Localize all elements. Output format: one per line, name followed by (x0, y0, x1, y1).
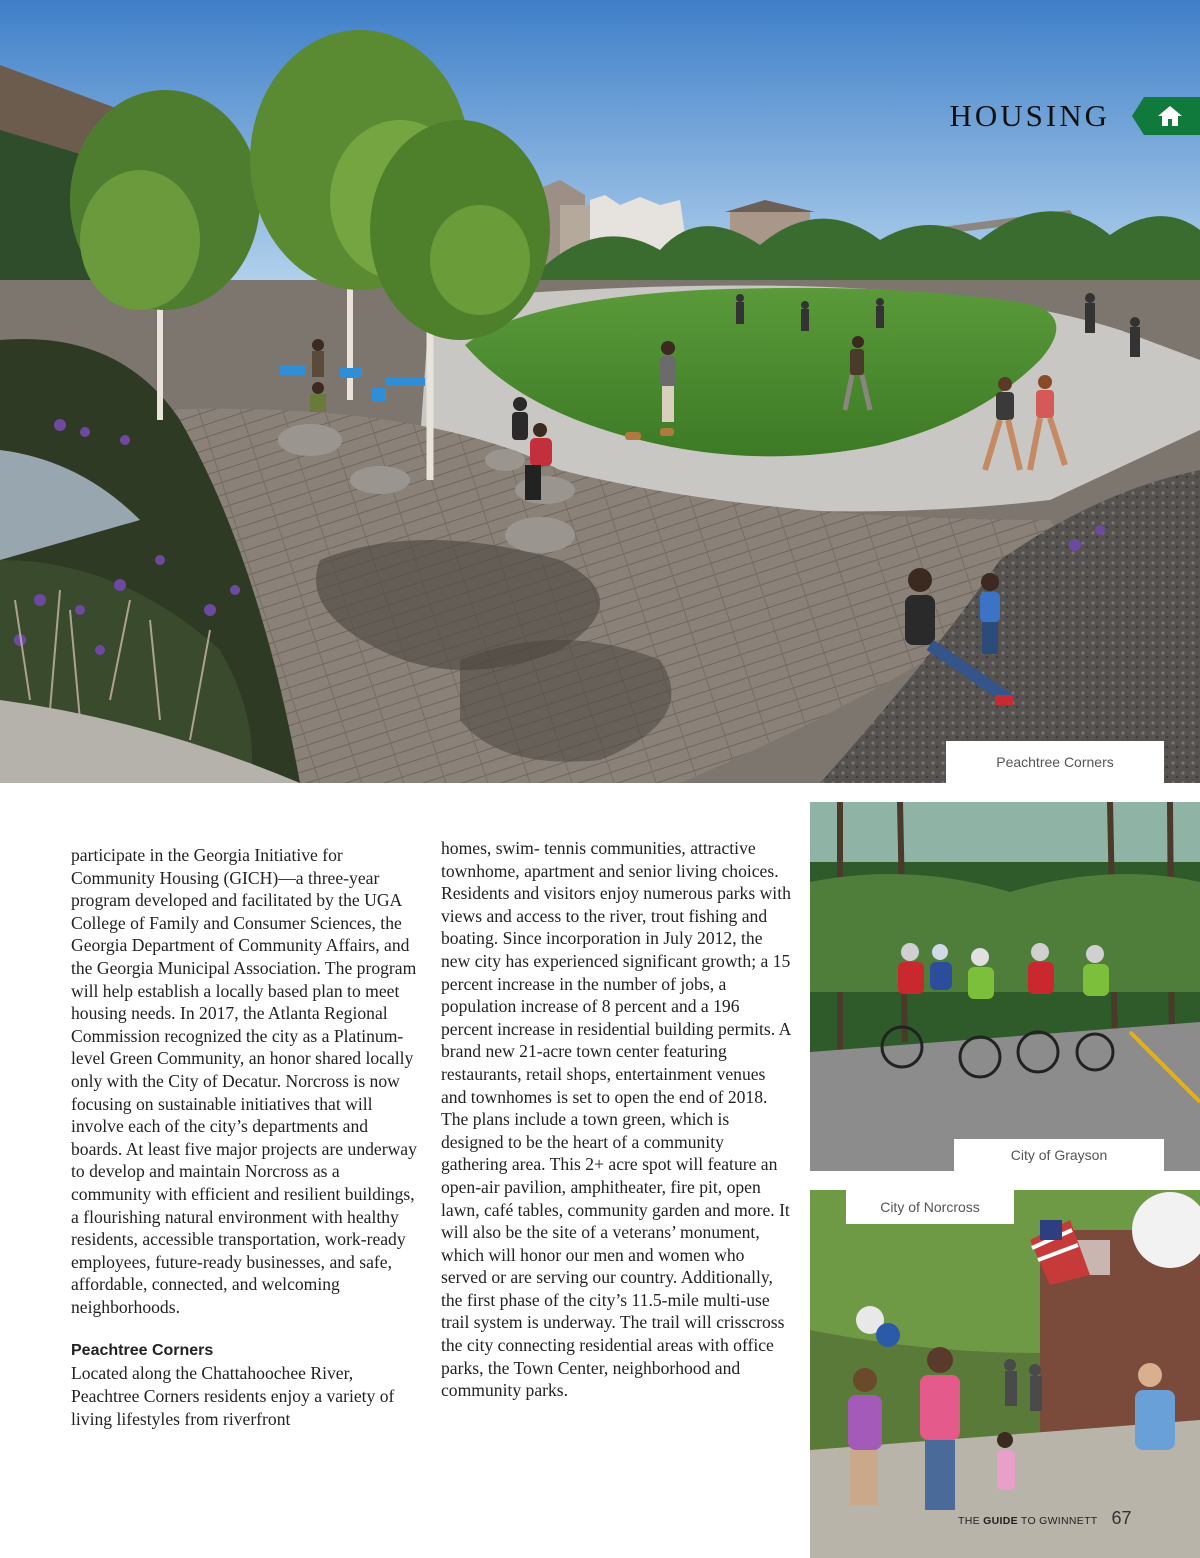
home-icon (1157, 105, 1183, 127)
column-2 (441, 837, 791, 1402)
norcross-caption: City of Norcross (846, 1190, 1014, 1224)
column-1-paragraph-2: Located along the Chattahoochee River, Peachtree Corners residents enjoy a variety of living lifestyles from riverfront (71, 1363, 395, 1429)
page-footer (958, 1508, 1132, 1529)
street-festival-image (810, 1190, 1200, 1558)
section-title: HOUSING (949, 98, 1110, 133)
cyclists-image (810, 802, 1200, 1171)
column-1 (71, 844, 421, 1430)
magazine-brand (958, 1515, 1098, 1527)
subhead-peachtree-corners: Peachtree Corners (71, 1342, 214, 1360)
hero-caption: Peachtree Corners (946, 741, 1164, 783)
grayson-photo (810, 802, 1200, 1171)
column-1-paragraph: participate in the Georgia Initiative for Community Housing (GICH)—a three-year program developed and facilitated by the UGA College of Family and Consumer Sciences, the Georgia Department of Community Affairs, and the Georgia Municipal Association. The program will help establish a locally based plan to meet housing needs. In 2017, the Atlanta Regional Commission recognized the city as a Platinum-level Green Community, an honor shared locally only with the City of Decatur. Norcross is now focusing on sustainable initiatives that will involve each of the city’s departments and boards. At least five major projects are underway to develop and maintain Norcross as a community with efficient and resilient buildings, a flourishing natural environment with healthy residents, accessible transportation, work-ready employees, future-ready businesses, and safe, affordable, connected, and welcoming neighborhoods. (71, 845, 417, 1317)
page-number: 67 (1111, 1508, 1132, 1528)
section-header (950, 96, 1200, 136)
brand-the: THE (958, 1515, 984, 1527)
brand-guide: GUIDE (983, 1515, 1018, 1527)
column-2-paragraph: homes, swim- tennis communities, attractive townhome, apartment and senior living choices. Residents and visitors enjoy numerous parks with views and access to the river, trout fishing and boating. Since incorporation in July 2012, the new city has experienced significant growth; a 15 percent increase in the number of jobs, a population increase of 8 percent and a 196 percent increase in residential building permits. A brand new 21-acre town center featuring restaurants, retail shops, entertainment venues and townhomes is set to open the end of 2018. The plans include a town green, which is designed to be the heart of a community gathering area. This 2+ acre spot will feature an open-air pavilion, amphitheater, fire pit, open lawn, café tables, community garden and more. It will also be the site of a veterans’ monument, which will honor our men and women who served or are serving our country. Additionally, the first phase of the city’s 11.5-mile multi-use trail system is underway. The trail will crisscross the city connecting residential areas with office parks, the Town Center, neighborhood and community parks. (441, 838, 791, 1401)
norcross-photo (810, 1190, 1200, 1558)
brand-rest: TO GWINNETT (1017, 1515, 1098, 1527)
grayson-caption: City of Grayson (954, 1139, 1164, 1171)
home-badge (1132, 97, 1200, 135)
